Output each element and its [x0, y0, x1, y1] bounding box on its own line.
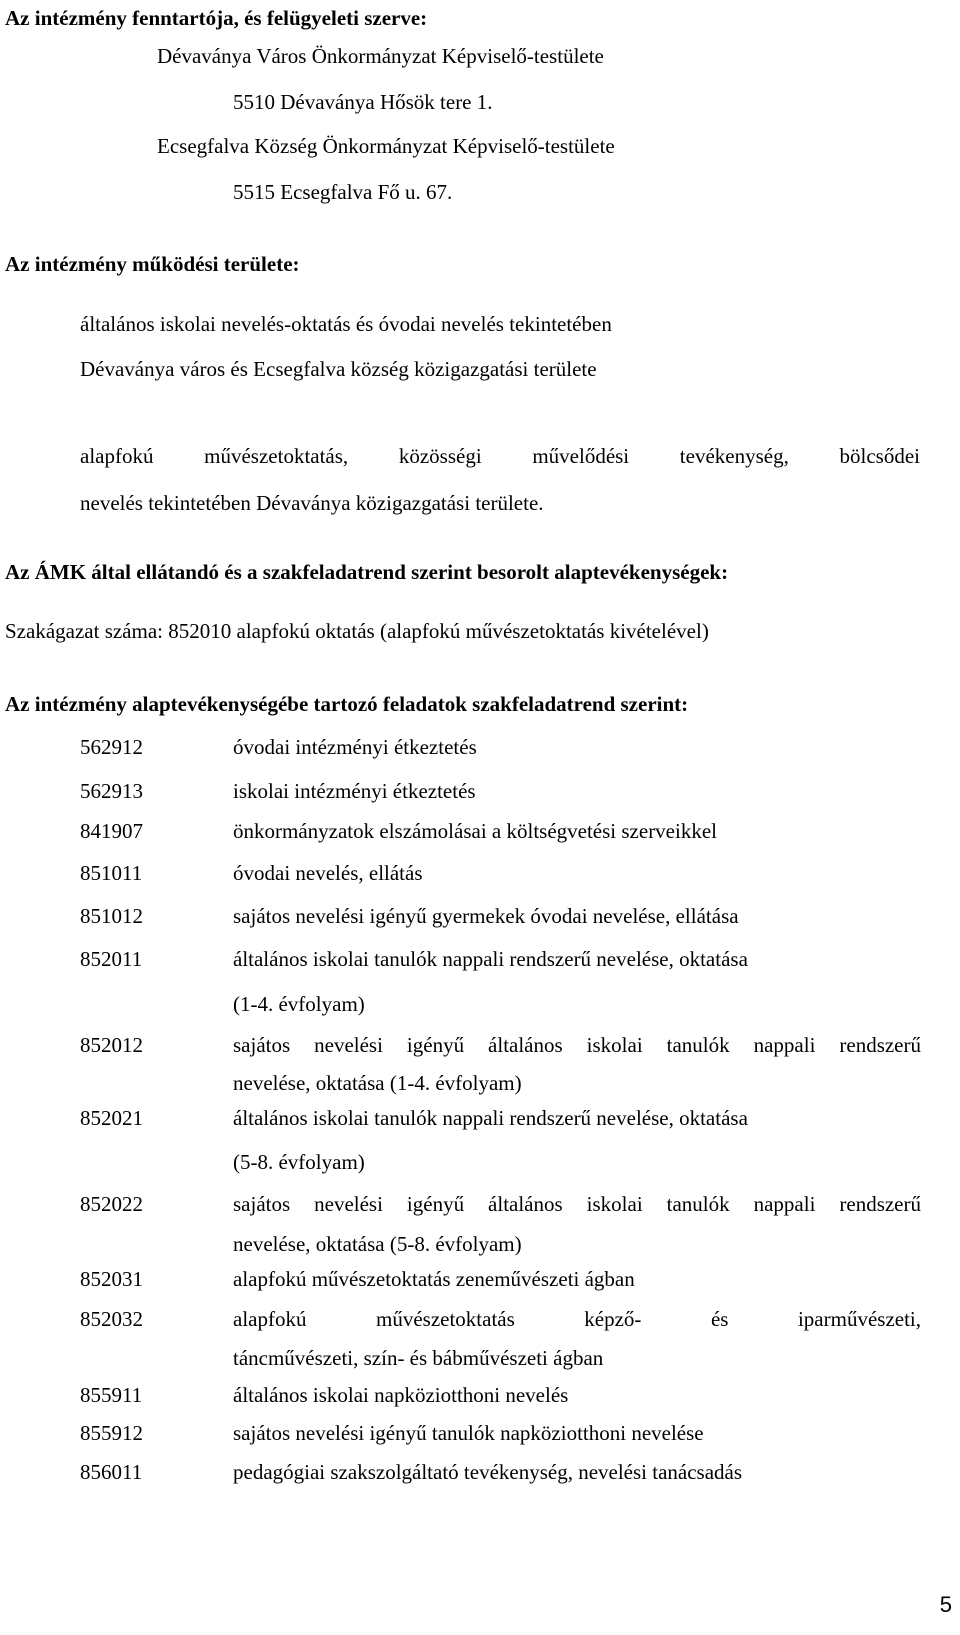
area-line: általános iskolai nevelés-oktatás és óvodai nevelés tekintetében: [80, 312, 612, 336]
task-code: 562912: [80, 735, 143, 759]
maintainer-line: Ecsegfalva Község Önkormányzat Képviselő-testülete: [157, 134, 615, 158]
task-description: sajátos nevelési igényű gyermekek óvodai nevelése, ellátása: [233, 904, 739, 928]
task-description: általános iskolai tanulók nappali rendszerű nevelése, oktatása: [233, 1106, 748, 1130]
task-description: sajátos nevelési igényű általános iskolai tanulók nappali rendszerű: [233, 1192, 921, 1216]
area-heading: Az intézmény működési területe:: [5, 252, 300, 276]
task-description: sajátos nevelési igényű általános iskolai tanulók nappali rendszerű: [233, 1033, 921, 1057]
task-code: 562913: [80, 779, 143, 803]
task-description: nevelése, oktatása (5-8. évfolyam): [233, 1232, 522, 1256]
maintainer-line: 5515 Ecsegfalva Fő u. 67.: [233, 180, 453, 204]
task-description: általános iskolai napköziotthoni nevelés: [233, 1383, 569, 1407]
task-code: 856011: [80, 1460, 143, 1484]
task-code: 855912: [80, 1421, 143, 1445]
tasks-heading: Az intézmény alaptevékenységébe tartozó feladatok szakfeladatrend szerint:: [5, 692, 689, 716]
task-description: általános iskolai tanulók nappali rendszerű nevelése, oktatása: [233, 947, 748, 971]
task-description: (1-4. évfolyam): [233, 992, 365, 1016]
task-code: 841907: [80, 819, 143, 843]
task-code: 852032: [80, 1307, 143, 1331]
task-description: pedagógiai szakszolgáltató tevékenység, nevelési tanácsadás: [233, 1460, 743, 1484]
maintainer-line: 5510 Dévaványa Hősök tere 1.: [233, 90, 493, 114]
task-code: 852031: [80, 1267, 143, 1291]
area-line: Dévaványa város és Ecsegfalva község közigazgatási területe: [80, 357, 597, 381]
maintainer-heading: Az intézmény fenntartója, és felügyeleti szerve:: [5, 6, 428, 30]
amk-line: Szakágazat száma: 852010 alapfokú oktatás (alapfokú művészetoktatás kivételével): [5, 619, 709, 643]
amk-heading: Az ÁMK által ellátandó és a szakfeladatrend szerint besorolt alaptevékenységek:: [5, 560, 729, 584]
area-paragraph-line: alapfokú művészetoktatás, közösségi művelődési tevékenység, bölcsődei: [80, 444, 920, 468]
task-description: táncművészeti, szín- és bábművészeti ágban: [233, 1346, 604, 1370]
page-number: 5: [939, 1592, 952, 1617]
task-code: 855911: [80, 1383, 143, 1407]
task-code: 851011: [80, 861, 143, 885]
task-description: óvodai intézményi étkeztetés: [233, 735, 477, 759]
task-code: 852021: [80, 1106, 143, 1130]
task-code: 852012: [80, 1033, 143, 1057]
task-description: óvodai nevelés, ellátás: [233, 861, 423, 885]
maintainer-line: Dévaványa Város Önkormányzat Képviselő-testülete: [157, 44, 604, 68]
task-description: (5-8. évfolyam): [233, 1150, 365, 1174]
area-paragraph-line: nevelés tekintetében Dévaványa közigazgatási területe.: [80, 491, 544, 515]
task-description: alapfokú művészetoktatás képző- és iparművészeti,: [233, 1307, 921, 1331]
task-description: önkormányzatok elszámolásai a költségvetési szerveikkel: [233, 819, 717, 843]
task-description: nevelése, oktatása (1-4. évfolyam): [233, 1071, 522, 1095]
task-code: 851012: [80, 904, 143, 928]
task-code: 852011: [80, 947, 143, 971]
task-code: 852022: [80, 1192, 143, 1216]
task-description: iskolai intézményi étkeztetés: [233, 779, 476, 803]
task-description: alapfokú művészetoktatás zeneművészeti ágban: [233, 1267, 635, 1291]
task-description: sajátos nevelési igényű tanulók napköziotthoni nevelése: [233, 1421, 704, 1445]
